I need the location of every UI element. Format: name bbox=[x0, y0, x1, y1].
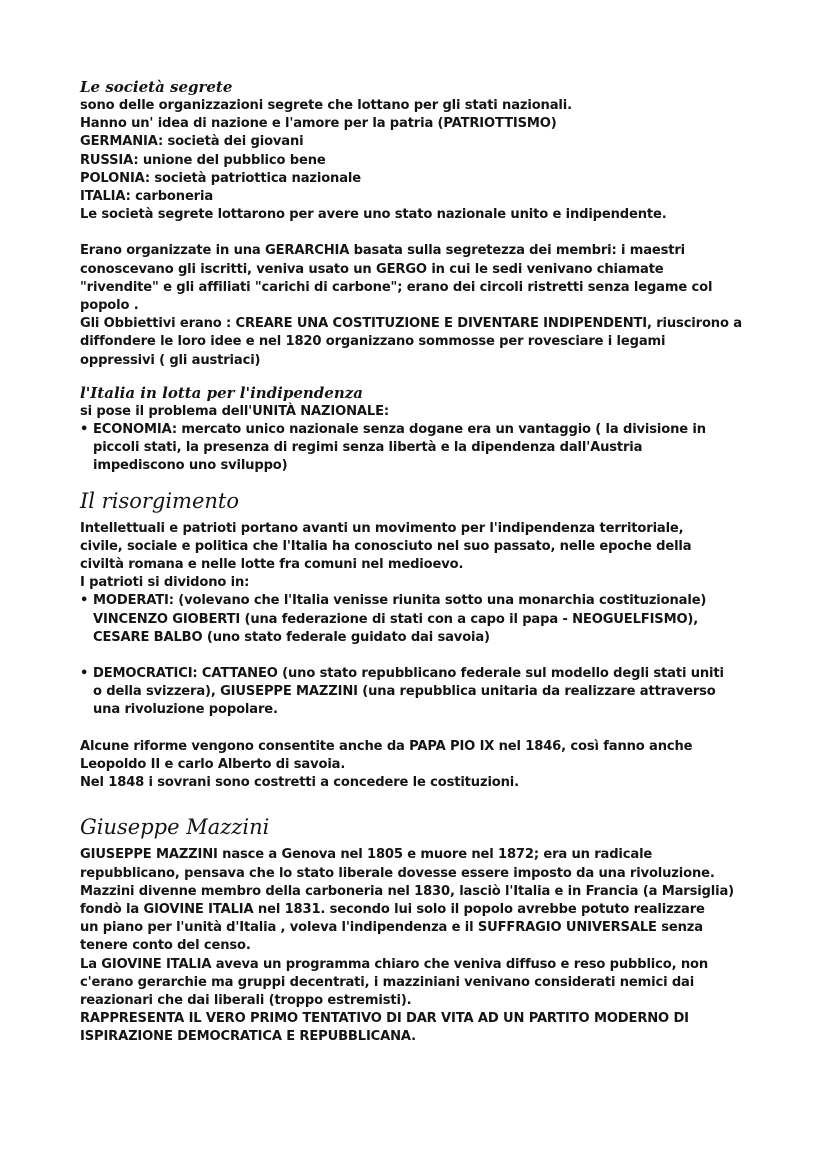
text-line: sono delle organizzazioni segrete che lottano per gli stati nazionali. bbox=[80, 98, 572, 113]
text-line: impediscono uno sviluppo) bbox=[93, 458, 288, 474]
text-line: CESARE BALBO (uno stato federale guidato dai savoia) bbox=[93, 629, 490, 645]
spacer bbox=[80, 720, 768, 738]
text-line: RUSSIA: unione del pubblico bene bbox=[80, 152, 326, 168]
heading-risorgimento: Il risorgimento bbox=[80, 488, 240, 513]
heading-societa-segrete: Le società segrete bbox=[80, 78, 233, 96]
text-line: Gli Obbiettivi erano : CREARE UNA COSTITUZIONE E DIVENTARE INDIPENDENTI, riuscirono a bbox=[80, 316, 742, 332]
text-line: piccoli stati, la presenza di regimi senza libertà e la dipendenza dall'Austria bbox=[93, 440, 643, 456]
text-line: ISPIRAZIONE DEMOCRATICA E REPUBBLICANA. bbox=[80, 1029, 416, 1045]
text-line: Alcune riforme vengono consentite anche da PAPA PIO IX nel 1846, così fanno anche bbox=[80, 738, 693, 754]
text-line: un piano per l'unità d'Italia , voleva l'indipendenza e il SUFFRAGIO UNIVERSALE senza bbox=[80, 920, 703, 936]
text-line: o della svizzera), GIUSEPPE MAZZINI (una repubblica unitaria da realizzare attraverso bbox=[93, 684, 716, 700]
bullet-item: • ECONOMIA: mercato unico nazionale senza dogane era un vantaggio ( la divisione in bbox=[80, 421, 768, 439]
text-line: La GIOVINE ITALIA aveva un programma chiaro che veniva diffuso e reso pubblico, non bbox=[80, 956, 709, 972]
text-line: POLONIA: società patriottica nazionale bbox=[80, 170, 361, 186]
bullet-item: • MODERATI: (volevano che l'Italia venisse riunita sotto una monarchia costituzionale) bbox=[80, 592, 768, 610]
text-line: Leopoldo II e carlo Alberto di savoia. bbox=[80, 756, 346, 772]
text-line: GERMANIA: società dei giovani bbox=[80, 134, 304, 150]
heading-giuseppe-mazzini: Giuseppe Mazzini bbox=[80, 815, 270, 840]
text-line: Hanno un' idea di nazione e l'amore per la patria (PATRIOTTISMO) bbox=[80, 116, 557, 132]
text-line: oppressivi ( gli austriaci) bbox=[80, 352, 261, 368]
text-line: Mazzini divenne membro della carboneria nel 1830, lasciò l'Italia e in Francia (a Marsiglia) bbox=[80, 883, 734, 899]
text-line: "rivendite" e gli affiliati "carichi di carbone"; erano dei circoli ristretti senza legame col bbox=[80, 279, 713, 295]
text-line: VINCENZO GIOBERTI (una federazione di stati con a capo il papa - NEOGUELFISMO), bbox=[93, 611, 699, 627]
text-line: civile, sociale e politica che l'Italia ha conosciuto nel suo passato, nelle epoche della bbox=[80, 538, 692, 554]
text-line: popolo . bbox=[80, 298, 139, 314]
bullet-item: • DEMOCRATICI: CATTANEO (uno stato repubblicano federale sul modello degli stati uniti bbox=[80, 665, 768, 683]
text-line: reazionari che dai liberali (troppo estremisti). bbox=[80, 992, 412, 1008]
text-line: fondò la GIOVINE ITALIA nel 1831. secondo lui solo il popolo avrebbe potuto realizzare bbox=[80, 901, 705, 917]
spacer bbox=[80, 476, 768, 488]
text-line: si pose il problema dell'UNITÀ NAZIONALE: bbox=[80, 403, 389, 419]
text-line: I patrioti si dividono in: bbox=[80, 575, 250, 591]
text-line: tenere conto del censo. bbox=[80, 938, 251, 954]
spacer bbox=[80, 647, 768, 665]
text-line: RAPPRESENTA IL VERO PRIMO TENTATIVO DI DAR VITA AD UN PARTITO MODERNO DI bbox=[80, 1011, 689, 1027]
spacer bbox=[80, 224, 768, 242]
text-line: ITALIA: carboneria bbox=[80, 189, 214, 205]
text-line: c'erano gerarchie ma gruppi decentrati, i mazziniani venivano considerati nemici dai bbox=[80, 974, 695, 990]
text-line: conoscevano gli iscritti, veniva usato un GERGO in cui le sedi venivano chiamate bbox=[80, 261, 664, 277]
text-line: Le società segrete lottarono per avere uno stato nazionale unito e indipendente. bbox=[80, 207, 667, 223]
heading-italia-in-lotta: l'Italia in lotta per l'indipendenza bbox=[80, 383, 363, 402]
text-line: civiltà romana e nelle lotte fra comuni nel medioevo. bbox=[80, 557, 464, 573]
text-line: diffondere le loro idee e nel 1820 organizzano sommosse per rovesciare i legami bbox=[80, 334, 666, 350]
text-line: Erano organizzate in una GERARCHIA basata sulla segretezza dei membri: i maestri bbox=[80, 243, 686, 259]
spacer bbox=[80, 792, 768, 814]
text-line: repubblicano, pensava che lo stato liberale dovesse essere imposto da una rivoluzione. bbox=[80, 865, 715, 881]
text-line: GIUSEPPE MAZZINI nasce a Genova nel 1805 e muore nel 1872; era un radicale bbox=[80, 847, 653, 863]
text-line: Intellettuali e patrioti portano avanti un movimento per l'indipendenza territoriale, bbox=[80, 520, 684, 536]
text-line: una rivoluzione popolare. bbox=[93, 702, 278, 718]
text-line: Nel 1848 i sovrani sono costretti a concedere le costituzioni. bbox=[80, 775, 519, 791]
spacer bbox=[80, 370, 768, 384]
